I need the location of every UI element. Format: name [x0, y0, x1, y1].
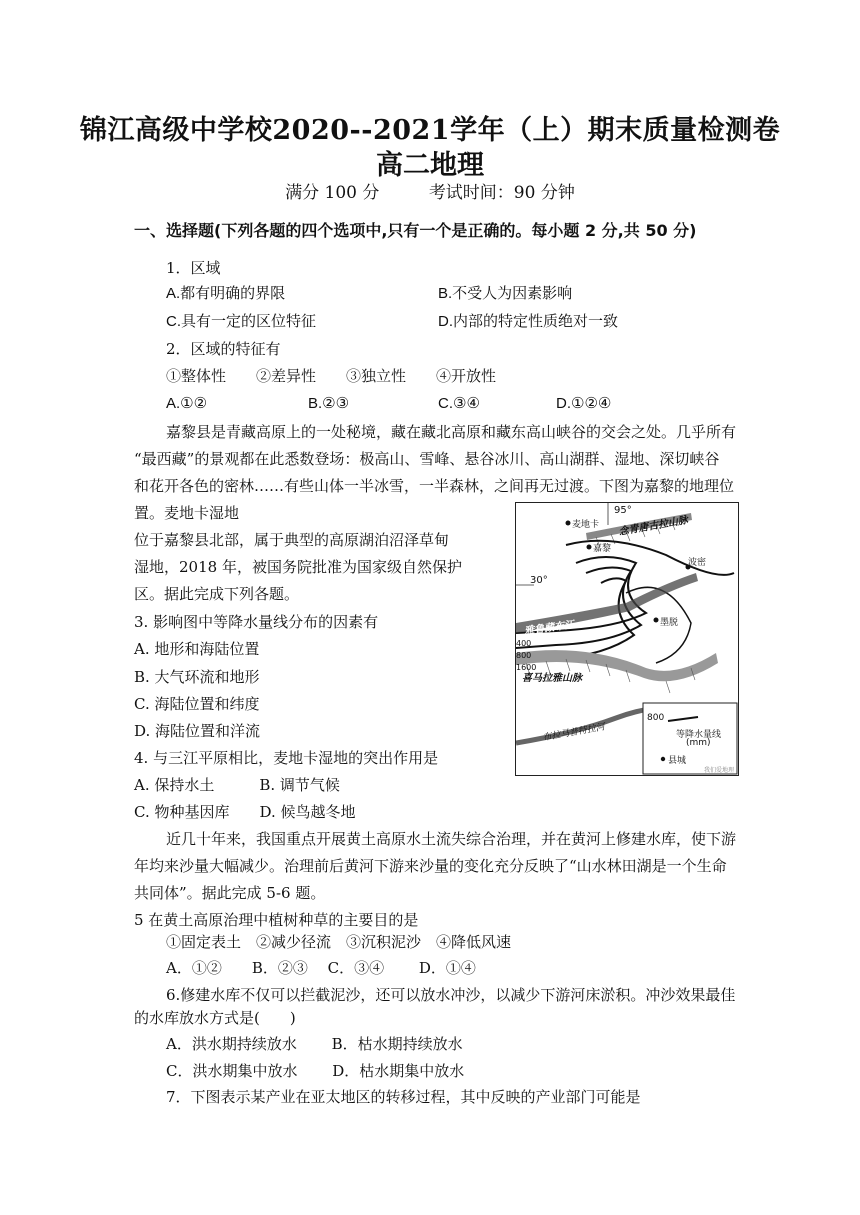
- exam-subject: 高二地理: [376, 150, 484, 181]
- q5-items: ①固定表土 ②减少径流 ③沉积泥沙 ④降低风速: [166, 933, 512, 951]
- isohyet-400-label: 400: [516, 639, 532, 648]
- q4-stem: 4. 与三江平原相比，麦地卡湿地的突出作用是: [134, 749, 439, 767]
- maidika-label: 麦地卡: [572, 520, 600, 530]
- passage2-line1: 近几十年来，我国重点开展黄土高原水土流失综合治理，并在黄河上修建水库，使下游: [166, 830, 737, 848]
- jiali-location-map: [515, 502, 739, 776]
- motuo-label: 墨脱: [660, 618, 679, 628]
- q4-options-ab: A. 保持水土 B. 调节气候: [134, 776, 340, 794]
- passage1-line3: 和花开各色的密林……有些山体一半冰雪，一半森林，之间再无过渡。下图为嘉黎的地理位: [134, 477, 735, 495]
- q2-option-d: D.①②④: [556, 395, 612, 412]
- legend-county-dot: [661, 757, 665, 761]
- exam-time: 考试时间：90 分钟: [428, 183, 575, 203]
- legend-county-label: 县城: [668, 756, 687, 766]
- q5-options: A．①② B．②③ C．③④ D．①④: [166, 959, 476, 977]
- jiali-label: 嘉黎: [593, 544, 612, 554]
- passage2-line2: 年均来沙量大幅减少。治理前后黄河下游来沙量的变化充分反映了“山水林田湖是一个生命: [134, 857, 727, 875]
- q7-stem: 7．下图表示某产业在亚太地区的转移过程，其中反映的产业部门可能是: [166, 1088, 641, 1106]
- brahmaputra-label: 布拉马普特拉河: [541, 722, 606, 744]
- q5-stem: 5 在黄土高原治理中植树种草的主要目的是: [134, 911, 419, 929]
- passage2-line3: 共同体”。据此完成 5-6 题。: [134, 884, 326, 902]
- q1-option-a: A.都有明确的界限: [166, 285, 286, 302]
- q1-option-b: B.不受人为因素影响: [438, 285, 573, 302]
- q6-options-cd: C．洪水期集中放水 D．枯水期集中放水: [166, 1062, 465, 1080]
- map-watermark: 我们爱地理: [704, 767, 735, 774]
- q1-option-d: D.内部的特定性质绝对一致: [438, 313, 619, 330]
- passage1-line2: “最西藏”的景观都在此悉数登场：极高山、雪峰、悬谷冰川、高山湖群、湿地、深切峡谷: [134, 450, 720, 468]
- q3-option-a: A. 地形和海陆位置: [134, 640, 260, 658]
- q6-options-ab: A．洪水期持续放水 B．枯水期持续放水: [166, 1035, 463, 1053]
- maidika-dot: [566, 521, 571, 526]
- lat-label: 30°: [530, 575, 548, 586]
- q1-stem: 1．区域: [166, 259, 221, 277]
- passage1-line1: 嘉黎县是青藏高原上的一处秘境，藏在藏北高原和藏东高山峡谷的交会之处。几乎所有: [166, 423, 737, 441]
- full-score: 满分 100 分: [285, 183, 380, 203]
- q3-option-d: D. 海陆位置和洋流: [134, 722, 261, 740]
- exam-title: 锦江高级中学校2020--2021学年（上）期末质量检测卷: [79, 115, 781, 146]
- q2-option-b: B.②③: [308, 395, 350, 412]
- legend-unit-label: (mm): [686, 738, 711, 748]
- q2-option-c: C.③④: [438, 395, 480, 412]
- q3-stem: 3. 影响图中等降水量线分布的因素有: [134, 613, 379, 631]
- jiali-dot: [587, 545, 592, 550]
- isohyet-1600-label: 1600: [516, 663, 537, 672]
- lon-label: 95°: [614, 505, 632, 516]
- passage1-line6: 湿地，2018 年，被国务院批准为国家级自然保护: [134, 558, 462, 576]
- q3-option-c: C. 海陆位置和纬度: [134, 695, 260, 713]
- isohyet-800-label: 800: [516, 651, 532, 660]
- motuo-dot: [654, 618, 659, 623]
- bomi-label: 波密: [688, 558, 707, 568]
- legend-value-label: 800: [647, 713, 665, 723]
- q6-line1: 6.修建水库不仅可以拦截泥沙，还可以放水冲沙，以减少下游河床淤积。冲沙效果最佳: [166, 986, 736, 1004]
- passage1-line5: 位于嘉黎县北部，属于典型的高原湖泊沼泽草甸: [134, 531, 450, 549]
- q2-items: ①整体性 ②差异性 ③独立性 ④开放性: [166, 367, 497, 385]
- passage1-line7: 区。据此完成下列各题。: [134, 585, 300, 603]
- exam-meta: [0, 178, 860, 203]
- q2-stem: 2．区域的特征有: [166, 340, 281, 358]
- q3-option-b: B. 大气环流和地形: [134, 668, 260, 686]
- q6-line2: 的水库放水方式是( ): [134, 1009, 296, 1027]
- section-heading: 一、选择题(下列各题的四个选项中,只有一个是正确的。每小题 2 分,共 50 分): [134, 221, 697, 240]
- passage1-line4: 置。麦地卡湿地: [134, 504, 240, 522]
- nyainqentanglha-label: 念青唐古拉山脉: [617, 514, 689, 538]
- q4-options-cd: C. 物种基因库 D. 候鸟越冬地: [134, 803, 356, 821]
- yarlung-tsangpo-label: 雅鲁藏布江: [523, 619, 575, 638]
- q1-option-c: C.具有一定的区位特征: [166, 313, 317, 330]
- q2-option-a: A.①②: [166, 395, 208, 412]
- legend-isohyet-label: 等降水量线: [676, 730, 722, 740]
- himalaya-label: 喜马拉雅山脉: [522, 673, 582, 684]
